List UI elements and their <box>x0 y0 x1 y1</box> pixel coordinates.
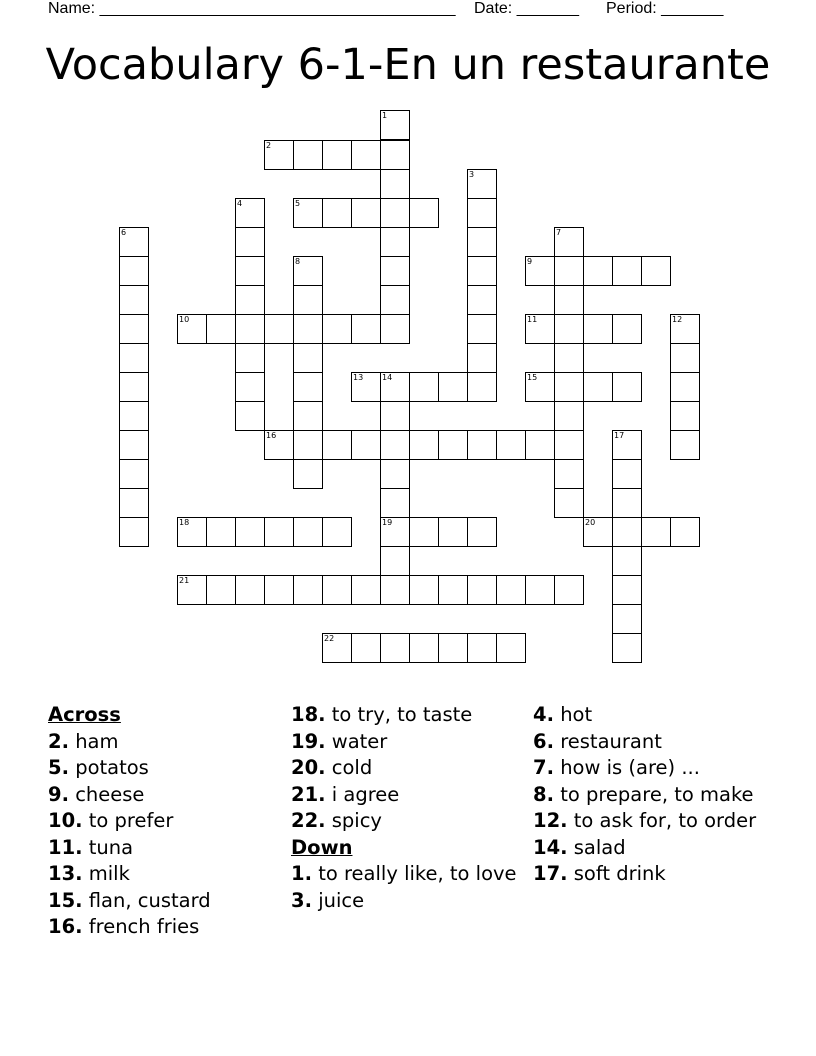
crossword-cell[interactable] <box>670 517 700 547</box>
crossword-cell[interactable] <box>293 459 323 489</box>
clue-down-17: 17. soft drink <box>533 862 666 885</box>
crossword-cell[interactable] <box>235 227 265 257</box>
crossword-cell[interactable] <box>264 517 294 547</box>
crossword-cell[interactable] <box>351 430 381 460</box>
crossword-cell[interactable] <box>467 343 497 373</box>
crossword-cell[interactable] <box>612 372 642 402</box>
crossword-cell[interactable] <box>380 372 410 402</box>
crossword-cell[interactable] <box>380 140 410 170</box>
crossword-cell[interactable] <box>177 575 207 605</box>
crossword-cell[interactable] <box>467 430 497 460</box>
crossword-cell[interactable] <box>554 401 584 431</box>
crossword-cell[interactable] <box>264 314 294 344</box>
crossword-cell[interactable] <box>235 314 265 344</box>
period-field[interactable]: Period: _______ <box>606 0 724 17</box>
crossword-cell[interactable] <box>467 314 497 344</box>
crossword-cell[interactable] <box>293 575 323 605</box>
crossword-cell[interactable] <box>409 517 439 547</box>
crossword-cell[interactable] <box>438 517 468 547</box>
crossword-cell[interactable] <box>525 314 555 344</box>
crossword-cell[interactable] <box>525 256 555 286</box>
crossword-cell[interactable] <box>322 140 352 170</box>
crossword-cell[interactable] <box>177 314 207 344</box>
crossword-cell[interactable] <box>380 110 410 140</box>
clues-column-2 <box>291 702 531 914</box>
crossword-cell[interactable] <box>467 285 497 315</box>
crossword-cell[interactable] <box>322 314 352 344</box>
crossword-cell[interactable] <box>119 285 149 315</box>
crossword-cell[interactable] <box>293 285 323 315</box>
clue-down-12: 12. to ask for, to order <box>533 809 757 832</box>
crossword-cell[interactable] <box>467 227 497 257</box>
clue-number: 20 <box>585 518 596 527</box>
crossword-cell[interactable] <box>612 430 642 460</box>
crossword-cell[interactable] <box>409 430 439 460</box>
date-field[interactable]: Date: _______ <box>474 0 579 17</box>
crossword-cell[interactable] <box>612 517 642 547</box>
crossword-cell[interactable] <box>554 343 584 373</box>
clue-across-2: 2. ham <box>48 729 119 753</box>
clue-number: 13 <box>353 373 364 382</box>
crossword-cell[interactable] <box>119 343 149 373</box>
crossword-cell[interactable] <box>554 314 584 344</box>
clue-number: 17 <box>614 431 625 440</box>
crossword-cell[interactable] <box>554 459 584 489</box>
crossword-cell[interactable] <box>322 633 352 663</box>
crossword-cell[interactable] <box>235 256 265 286</box>
crossword-cell[interactable] <box>641 517 671 547</box>
crossword-cell[interactable] <box>467 633 497 663</box>
crossword-cell[interactable] <box>670 401 700 431</box>
crossword-cell[interactable] <box>119 488 149 518</box>
crossword-cell[interactable] <box>235 198 265 228</box>
clue-across-19: 19. water <box>291 729 388 753</box>
clue-number: 1 <box>382 111 388 120</box>
clue-number: 22 <box>324 634 335 643</box>
crossword-cell[interactable] <box>119 314 149 344</box>
crossword-cell[interactable] <box>351 198 381 228</box>
clue-number: 9 <box>527 257 533 266</box>
clue-across-20: 20. cold <box>291 756 373 779</box>
crossword-cell[interactable] <box>264 430 294 460</box>
clue-down-3: 3. juice <box>291 888 365 912</box>
clue-number: 7 <box>556 228 562 237</box>
crossword-cell[interactable] <box>467 198 497 228</box>
crossword-cell[interactable] <box>206 314 236 344</box>
crossword-cell[interactable] <box>496 633 526 663</box>
crossword-cell[interactable] <box>380 169 410 199</box>
clues-column-3 <box>533 702 773 888</box>
crossword-cell[interactable] <box>380 256 410 286</box>
crossword-cell[interactable] <box>612 575 642 605</box>
crossword-cell[interactable] <box>206 575 236 605</box>
clue-number: 19 <box>382 518 393 527</box>
crossword-cell[interactable] <box>235 517 265 547</box>
crossword-cell[interactable] <box>525 430 555 460</box>
crossword-cell[interactable] <box>264 575 294 605</box>
crossword-cell[interactable] <box>554 372 584 402</box>
clue-down-8: 8. to prepare, to make <box>533 782 754 806</box>
crossword-cell[interactable] <box>380 314 410 344</box>
crossword-cell[interactable] <box>612 546 642 576</box>
crossword-cell[interactable] <box>409 633 439 663</box>
clues-column-1 <box>48 702 288 941</box>
crossword-cell[interactable] <box>612 314 642 344</box>
crossword-cell[interactable] <box>293 343 323 373</box>
crossword-cell[interactable] <box>525 575 555 605</box>
crossword-cell[interactable] <box>293 517 323 547</box>
crossword-cell[interactable] <box>322 430 352 460</box>
crossword-cell[interactable] <box>583 517 613 547</box>
clue-across-21: 21. i agree <box>291 782 400 806</box>
crossword-cell[interactable] <box>670 343 700 373</box>
crossword-cell[interactable] <box>264 140 294 170</box>
crossword-cell[interactable] <box>670 430 700 460</box>
crossword-cell[interactable] <box>119 459 149 489</box>
crossword-cell[interactable] <box>670 314 700 344</box>
crossword-cell[interactable] <box>119 517 149 547</box>
crossword-cell[interactable] <box>583 314 613 344</box>
crossword-cell[interactable] <box>119 256 149 286</box>
down-heading: Down <box>291 835 353 859</box>
crossword-cell[interactable] <box>322 575 352 605</box>
clue-number: 2 <box>266 141 272 150</box>
crossword-cell[interactable] <box>380 430 410 460</box>
crossword-cell[interactable] <box>380 285 410 315</box>
crossword-cell[interactable] <box>351 314 381 344</box>
crossword-cell[interactable] <box>235 372 265 402</box>
crossword-cell[interactable] <box>351 633 381 663</box>
crossword-cell[interactable] <box>554 227 584 257</box>
crossword-cell[interactable] <box>380 227 410 257</box>
clue-across-18: 18. to try, to taste <box>291 703 473 726</box>
crossword-cell[interactable] <box>322 517 352 547</box>
crossword-cell[interactable] <box>293 314 323 344</box>
name-field[interactable]: Name: ________________________________________ <box>48 0 456 17</box>
crossword-cell[interactable] <box>554 488 584 518</box>
crossword-cell[interactable] <box>583 372 613 402</box>
across-heading: Across <box>48 703 121 726</box>
clue-number: 14 <box>382 373 393 382</box>
crossword-cell[interactable] <box>554 256 584 286</box>
crossword-cell[interactable] <box>438 575 468 605</box>
crossword-cell[interactable] <box>612 256 642 286</box>
crossword-cell[interactable] <box>438 372 468 402</box>
crossword-cell[interactable] <box>612 488 642 518</box>
crossword-cell[interactable] <box>612 633 642 663</box>
crossword-cell[interactable] <box>351 140 381 170</box>
clue-number: 21 <box>179 576 190 585</box>
crossword-cell[interactable] <box>380 575 410 605</box>
crossword-cell[interactable] <box>467 256 497 286</box>
crossword-cell[interactable] <box>351 575 381 605</box>
crossword-cell[interactable] <box>293 430 323 460</box>
clue-across-9: 9. cheese <box>48 782 145 806</box>
crossword-cell[interactable] <box>409 198 439 228</box>
crossword-cell[interactable] <box>612 604 642 634</box>
crossword-cell[interactable] <box>612 459 642 489</box>
crossword-cell[interactable] <box>119 372 149 402</box>
crossword-cell[interactable] <box>525 372 555 402</box>
clue-number: 10 <box>179 315 190 324</box>
crossword-cell[interactable] <box>409 372 439 402</box>
crossword-cell[interactable] <box>670 372 700 402</box>
clue-across-10: 10. to prefer <box>48 809 174 832</box>
crossword-cell[interactable] <box>467 575 497 605</box>
crossword-cell[interactable] <box>177 517 207 547</box>
clue-down-1: 1. to really like, to love <box>291 862 517 885</box>
clue-down-7: 7. how is (are) ... <box>533 756 700 779</box>
clue-across-13: 13. milk <box>48 862 130 885</box>
crossword-cell[interactable] <box>380 488 410 518</box>
clue-across-5: 5. potatos <box>48 756 149 779</box>
crossword-cell[interactable] <box>119 430 149 460</box>
crossword-cell[interactable] <box>583 256 613 286</box>
crossword-cell[interactable] <box>467 517 497 547</box>
crossword-cell[interactable] <box>554 575 584 605</box>
crossword-cell[interactable] <box>380 546 410 576</box>
crossword-cell[interactable] <box>235 285 265 315</box>
clue-number: 5 <box>295 199 301 208</box>
clue-number: 6 <box>121 228 127 237</box>
crossword-cell[interactable] <box>380 459 410 489</box>
crossword-cell[interactable] <box>467 169 497 199</box>
crossword-cell[interactable] <box>438 633 468 663</box>
crossword-cell[interactable] <box>380 198 410 228</box>
clue-across-11: 11. tuna <box>48 835 134 859</box>
clue-across-22: 22. spicy <box>291 809 382 832</box>
crossword-cell[interactable] <box>206 517 236 547</box>
crossword-cell[interactable] <box>293 140 323 170</box>
crossword-cell[interactable] <box>322 198 352 228</box>
crossword-cell[interactable] <box>119 227 149 257</box>
crossword-cell[interactable] <box>351 372 381 402</box>
crossword-cell[interactable] <box>235 401 265 431</box>
clue-number: 11 <box>527 315 538 324</box>
clue-across-15: 15. flan, custard <box>48 888 211 912</box>
crossword-cell[interactable] <box>235 575 265 605</box>
crossword-cell[interactable] <box>409 575 439 605</box>
crossword-cell[interactable] <box>380 401 410 431</box>
crossword-cell[interactable] <box>380 517 410 547</box>
crossword-cell[interactable] <box>380 633 410 663</box>
crossword-cell[interactable] <box>235 343 265 373</box>
crossword-cell[interactable] <box>293 401 323 431</box>
crossword-cell[interactable] <box>293 372 323 402</box>
clue-down-14: 14. salad <box>533 835 626 859</box>
crossword-cell[interactable] <box>293 256 323 286</box>
crossword-cell[interactable] <box>496 430 526 460</box>
clue-number: 16 <box>266 431 277 440</box>
clue-number: 4 <box>237 199 243 208</box>
crossword-cell[interactable] <box>641 256 671 286</box>
clue-down-4: 4. hot <box>533 703 593 726</box>
clue-number: 3 <box>469 170 475 179</box>
clue-number: 12 <box>672 315 683 324</box>
crossword-cell[interactable] <box>119 401 149 431</box>
crossword-cell[interactable] <box>467 372 497 402</box>
clue-number: 8 <box>295 257 301 266</box>
clue-across-16: 16. french fries <box>48 915 200 938</box>
crossword-cell[interactable] <box>438 430 468 460</box>
clue-down-6: 6. restaurant <box>533 729 662 753</box>
clue-number: 18 <box>179 518 190 527</box>
crossword-cell[interactable] <box>496 575 526 605</box>
crossword-cell[interactable] <box>554 430 584 460</box>
page-title: Vocabulary 6-1-En un restaurante <box>45 40 771 90</box>
crossword-cell[interactable] <box>293 198 323 228</box>
crossword-cell[interactable] <box>554 285 584 315</box>
clue-number: 15 <box>527 373 538 382</box>
